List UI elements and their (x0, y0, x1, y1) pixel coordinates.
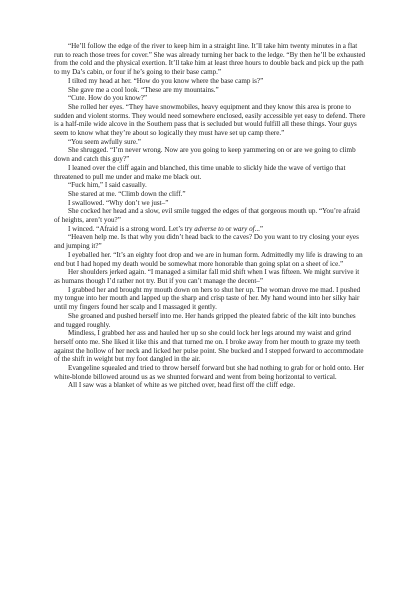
paragraph: I swallowed. “Why don’t we just–” (68, 198, 169, 207)
paragraph: Mindless, I grabbed her ass and hauled her up so she could lock her legs around my waist and grind herself onto me. She liked it like this and that turned me on. I broke away from her mouth to graze my teeth against the hollow of her neck and licked her pulse point. She bucked and I stepped forward to accommodate of the shift in weight but my foot dangled in the air. (54, 329, 364, 364)
paragraph: I leaned over the cliff again and blanched, this time unable to slickly hide the wave of vertigo that threatened to pull me under and make me black out. (54, 163, 346, 181)
paragraph: I grabbed her and brought my mouth down on hers to shut her up. The woman drove me mad. I pushed my tongue into her mouth and lapped up the sharp and crisp taste of her. My hand wound into her silky hair until my fingers found her scalp and I massaged it gently. (54, 285, 361, 312)
paragraph: She gave me a cool look. “These are my mountains.” (68, 85, 219, 94)
paragraph: She stared at me. “Climb down the cliff.” (68, 189, 186, 198)
paragraph: She shrugged. “I’m never wrong. Now are you going to keep yammering on or are we going to climb down and catch this guy?” (54, 146, 356, 164)
paragraph: “You seem awfully sure.” (68, 137, 141, 146)
paragraph: I winced. “Afraid is a strong word. Let’s try adverse to or wary of...” (68, 224, 264, 233)
paragraph: She groaned and pushed herself into me. Her hands gripped the pleated fabric of the kilt into bunches and tugged roughly. (54, 311, 356, 329)
paragraph: I tilted my head at her. “How do you know where the base camp is?” (68, 76, 264, 85)
paragraph: “Heaven help me. Is that why you didn’t head back to the caves? Do you want to try closing your eyes and jumping it?” (54, 233, 359, 251)
paragraph: She cocked her head and a slow, evil smile tugged the edges of that gorgeous mouth up. “You’re afraid of heights, aren’t you?” (54, 207, 360, 225)
paragraph: Evangeline squealed and tried to throw herself forward but she had nothing to grab for or hold onto. Her white-blonde billowed around us as we shunted forward and went from being horizontal to vertical. (54, 364, 365, 381)
paragraph: She rolled her eyes. “They have snowmobiles, heavy equipment and they know this area is prone to sudden and violent storms. They would need somewhere enclosed, easily accessible yet easy to defend. There is a half-mile wide alcove in the Southern pass that is secluded but would fulfill all these things. Your guys seem to know what they’re about so logically they must have set up camp there.” (54, 102, 366, 138)
paragraph: “Cute. How do you know?” (68, 94, 148, 103)
paragraph: I eyeballed her. “It’s an eighty foot drop and we are in human form. Admittedly my life is drawing to an end but I had hoped my death would be somewhat more honorable than going splat on a sheet of ice.” (54, 250, 363, 268)
document-page (54, 42, 366, 390)
paragraph: “Fuck him,” I said casually. (68, 181, 147, 190)
paragraph: All I saw was a blanket of white as we pitched over, head first off the cliff edge. (68, 381, 295, 390)
paragraph: Her shoulders jerked again. “I managed a similar fall mid shift when I was fifteen. We might survive it as humans though I’d rather not try. But if you can’t manage the decent–” (54, 268, 360, 285)
paragraph: “He’ll follow the edge of the river to keep him in a straight line. It’ll take him twenty minutes in a flat run to reach those trees for cover.” She was already turning her back to the ledge. “By then he’ll be exhausted from the cold and the physical exertion. It’ll take him at least three hours to double back and pick up the path to my Da’s cabin, or four if he’s going to their base camp.” (54, 42, 366, 77)
